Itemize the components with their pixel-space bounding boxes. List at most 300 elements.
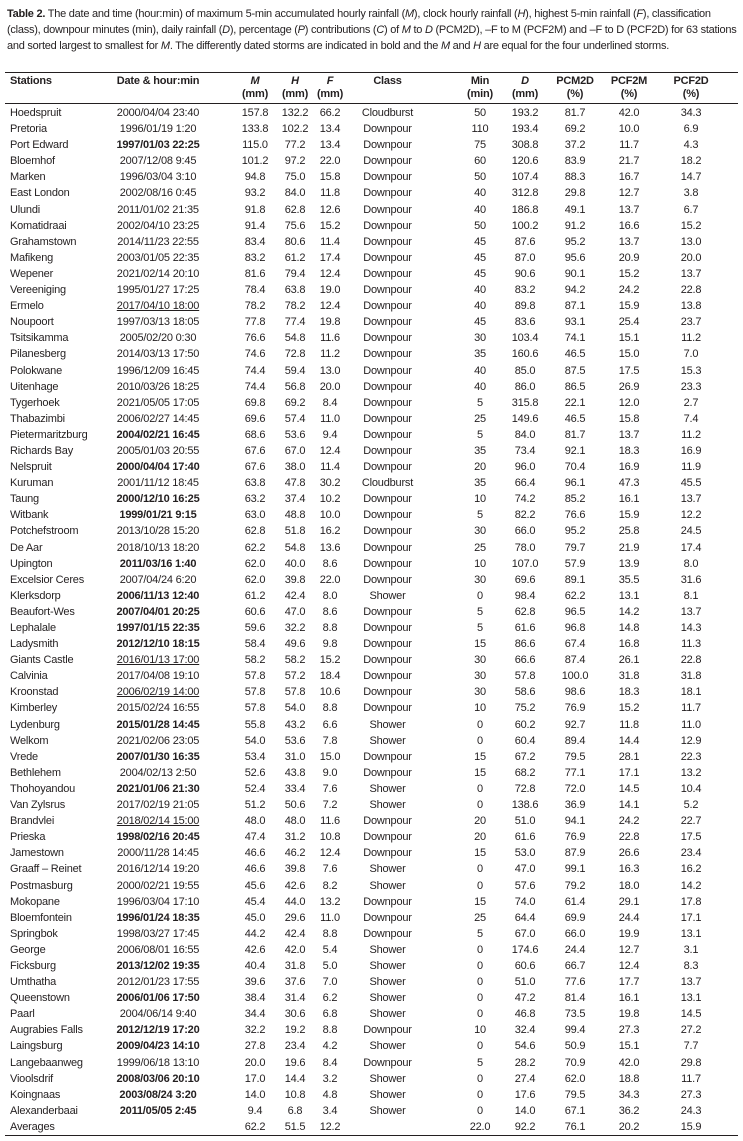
cell-min: [455, 910, 505, 926]
cell-date: [108, 717, 230, 733]
caption-text: ), highest 5-min rainfall (: [525, 8, 637, 20]
cell-text: 2017/02/19 21:05: [116, 799, 200, 812]
cell-text: 86.5: [564, 380, 586, 393]
cell-class: [350, 733, 455, 749]
cell-pcm2d: [545, 845, 605, 861]
cell-pcf2m: [605, 942, 653, 958]
cell-text: 9.4: [247, 1104, 263, 1117]
cell-text: Kroonstad: [10, 686, 59, 699]
cell-text: Downpour: [363, 171, 412, 184]
table-body: [5, 104, 738, 1136]
cell-text: 17.7: [618, 976, 640, 989]
caption-text: M: [440, 40, 450, 52]
cell-m: [230, 829, 280, 845]
table-row: [5, 346, 738, 362]
cell-text: 22.0: [319, 573, 341, 586]
cell-h: [280, 185, 310, 201]
cell-text: 77.4: [284, 316, 306, 329]
cell-text: 76.6: [244, 332, 266, 345]
cell-text: 2011/01/02 21:35: [117, 203, 199, 216]
cell-min: [455, 1006, 505, 1022]
cell-text: 15.0: [319, 750, 341, 763]
cell-text: 9.8: [322, 638, 338, 651]
cell-pcf2m: [605, 491, 653, 507]
cell-text: 22.0: [469, 1120, 491, 1133]
cell-station: [5, 121, 108, 137]
cell-text: 74.0: [514, 895, 536, 908]
cell-class: [350, 990, 455, 1006]
cell-pcf2d: [653, 266, 738, 282]
cell-text: 67.4: [564, 638, 586, 651]
cell-text: 29.8: [564, 187, 586, 200]
cell-text: 57.2: [284, 670, 306, 683]
cell-text: 39.8: [284, 863, 306, 876]
cell-d: [505, 491, 545, 507]
cell-pcf2m: [605, 121, 653, 137]
cell-text: 2021/01/06 21:30: [116, 782, 200, 795]
cell-pcf2d: [653, 411, 738, 427]
cell-text: 49.6: [284, 638, 306, 651]
cell-d: [505, 990, 545, 1006]
cell-text: 2014/11/23 22:55: [117, 235, 199, 248]
cell-text: 67.1: [564, 1104, 586, 1117]
cell-pcm2d: [545, 1103, 605, 1119]
cell-text: 22.3: [680, 750, 702, 763]
cell-text: 17.1: [618, 766, 640, 779]
cell-text: 42.0: [618, 107, 640, 119]
cell-text: 0: [477, 718, 483, 731]
cell-min: [455, 330, 505, 346]
cell-text: 73.4: [514, 444, 536, 457]
cell-text: 13.7: [618, 428, 640, 441]
cell-min: [455, 765, 505, 781]
cell-pcf2d: [653, 700, 738, 716]
cell-min: [455, 234, 505, 250]
cell-m: [230, 749, 280, 765]
cell-text: 16.9: [618, 461, 640, 474]
cell-d: [505, 797, 545, 813]
cell-text: 91.2: [564, 219, 586, 232]
cell-text: 15: [474, 847, 486, 860]
cell-d: [505, 926, 545, 942]
caption-text: are equal for the four underlined storms.: [480, 40, 670, 52]
cell-text: 8.6: [322, 605, 338, 618]
cell-text: 26.6: [618, 847, 640, 860]
column-unit: (mm): [241, 88, 269, 100]
cell-d: [505, 282, 545, 298]
cell-text: 2006/02/19 14:00: [116, 686, 200, 699]
cell-text: 193.4: [511, 123, 539, 136]
cell-h: [280, 958, 310, 974]
cell-text: 23.7: [680, 316, 702, 329]
table-row: [5, 218, 738, 234]
cell-text: Downpour: [363, 831, 412, 844]
cell-pcm2d: [545, 491, 605, 507]
cell-pcf2m: [605, 556, 653, 572]
cell-pcf2d: [653, 717, 738, 733]
cell-pcm2d: [545, 829, 605, 845]
cell-min: [455, 185, 505, 201]
cell-pcf2d: [653, 684, 738, 700]
cell-class: [350, 1006, 455, 1022]
cell-text: 17.6: [514, 1088, 536, 1101]
cell-text: 14.8: [618, 622, 640, 634]
cell-text: 15.3: [680, 364, 702, 377]
cell-station: [5, 636, 108, 652]
cell-pcm2d: [545, 121, 605, 137]
cell-pcf2d: [653, 330, 738, 346]
cell-text: 77.8: [244, 316, 266, 329]
cell-m: [230, 104, 280, 122]
cell-station: [5, 765, 108, 781]
cell-f: [310, 684, 350, 700]
cell-min: [455, 781, 505, 797]
cell-text: 100.2: [511, 219, 539, 232]
cell-class: [350, 797, 455, 813]
cell-d: [505, 1087, 545, 1103]
cell-pcf2d: [653, 507, 738, 523]
cell-text: 92.1: [564, 444, 586, 457]
cell-text: 96.8: [564, 622, 586, 634]
cell-station: [5, 974, 108, 990]
cell-text: Uitenhage: [10, 380, 59, 393]
cell-date: [108, 1087, 230, 1103]
cell-text: 50: [474, 107, 486, 119]
column-header-d: [505, 73, 545, 104]
cell-h: [280, 1103, 310, 1119]
cell-m: [230, 781, 280, 797]
cell-d: [505, 588, 545, 604]
cell-pcm2d: [545, 330, 605, 346]
cell-m: [230, 169, 280, 185]
cell-pcf2m: [605, 475, 653, 491]
cell-text: 66.7: [564, 959, 586, 972]
cell-station: [5, 910, 108, 926]
cell-text: 160.6: [511, 348, 539, 361]
cell-pcm2d: [545, 185, 605, 201]
cell-min: [455, 861, 505, 877]
caption-text: ) contributions (: [304, 24, 377, 36]
cell-pcf2d: [653, 459, 738, 475]
cell-pcf2m: [605, 572, 653, 588]
cell-d: [505, 942, 545, 958]
cell-class: [350, 620, 455, 636]
cell-text: 11.4: [320, 235, 340, 248]
cell-pcm2d: [545, 717, 605, 733]
cell-text: 29.8: [680, 1056, 702, 1069]
cell-m: [230, 572, 280, 588]
cell-m: [230, 668, 280, 684]
cell-text: 133.8: [241, 123, 269, 136]
cell-text: 20.0: [319, 380, 341, 393]
cell-station: [5, 733, 108, 749]
cell-text: 16.1: [618, 493, 640, 506]
cell-d: [505, 475, 545, 491]
cell-f: [310, 845, 350, 861]
cell-pcf2m: [605, 749, 653, 765]
cell-text: 61.2: [284, 251, 306, 264]
cell-text: Mafikeng: [10, 251, 54, 264]
cell-text: 15.1: [618, 1040, 640, 1053]
cell-text: 58.2: [284, 654, 306, 667]
cell-text: Excelsior Ceres: [10, 573, 85, 586]
cell-h: [280, 990, 310, 1006]
cell-min: [455, 1119, 505, 1136]
cell-text: 28.1: [618, 750, 640, 763]
cell-text: Van Zylsrus: [10, 799, 66, 812]
cell-class: [350, 910, 455, 926]
cell-d: [505, 749, 545, 765]
cell-text: Shower: [369, 1008, 406, 1021]
cell-text: 82.2: [514, 509, 536, 522]
cell-pcf2d: [653, 556, 738, 572]
cell-text: 43.2: [284, 718, 306, 731]
cell-text: 12.7: [618, 943, 640, 956]
table-row: [5, 459, 738, 475]
cell-d: [505, 894, 545, 910]
cell-text: Potchefstroom: [10, 525, 79, 538]
cell-min: [455, 749, 505, 765]
cell-text: 1997/03/13 18:05: [116, 316, 200, 329]
cell-text: 40: [474, 300, 486, 313]
cell-text: 60.6: [514, 959, 536, 972]
cell-text: 6.6: [322, 718, 338, 731]
cell-text: 32.2: [284, 622, 306, 634]
cell-text: 17.8: [680, 895, 702, 908]
cell-class: [350, 314, 455, 330]
cell-text: 70.4: [564, 461, 586, 474]
cell-text: 5: [477, 927, 483, 940]
cell-d: [505, 813, 545, 829]
cell-text: 74.1: [564, 332, 586, 345]
cell-text: Shower: [369, 799, 406, 812]
cell-pcm2d: [545, 169, 605, 185]
cell-text: 45.5: [680, 477, 702, 490]
cell-text: 11.7: [619, 139, 639, 152]
table-row: [5, 1022, 738, 1038]
cell-text: 2016/12/14 19:20: [116, 863, 200, 876]
cell-d: [505, 556, 545, 572]
cell-h: [280, 330, 310, 346]
cell-text: Komatidraai: [10, 219, 67, 232]
cell-date: [108, 491, 230, 507]
cell-f: [310, 604, 350, 620]
cell-text: 46.5: [564, 348, 586, 361]
cell-text: Pretoria: [10, 123, 47, 136]
cell-text: 11.8: [619, 718, 639, 731]
cell-text: 38.0: [284, 461, 306, 474]
cell-d: [505, 974, 545, 990]
cell-text: 2000/12/10 16:25: [116, 493, 200, 506]
cell-text: 24.2: [618, 284, 640, 297]
cell-text: 3.8: [683, 187, 699, 200]
cell-text: 57.8: [514, 670, 536, 683]
cell-d: [505, 330, 545, 346]
cell-date: [108, 266, 230, 282]
column-name: PCM2D: [556, 75, 594, 87]
table-row: [5, 314, 738, 330]
cell-text: 35: [474, 477, 486, 490]
table-row: [5, 250, 738, 266]
cell-h: [280, 604, 310, 620]
cell-text: 51.0: [514, 815, 536, 828]
cell-min: [455, 218, 505, 234]
cell-text: 69.2: [564, 123, 586, 136]
cell-date: [108, 845, 230, 861]
cell-station: [5, 475, 108, 491]
cell-text: 13.7: [680, 976, 702, 989]
cell-text: Vereeniging: [10, 284, 66, 297]
cell-station: [5, 104, 108, 122]
cell-m: [230, 894, 280, 910]
cell-text: 2011/03/16 1:40: [119, 557, 197, 570]
cell-pcf2m: [605, 717, 653, 733]
cell-text: 2008/03/06 20:10: [116, 1072, 200, 1085]
cell-text: 1995/01/27 17:25: [116, 284, 200, 297]
table-row: [5, 845, 738, 861]
cell-text: Ladysmith: [10, 638, 59, 651]
cell-class: [350, 523, 455, 539]
cell-f: [310, 507, 350, 523]
cell-text: 66.4: [514, 477, 536, 490]
cell-text: 35: [474, 348, 486, 361]
cell-h: [280, 700, 310, 716]
cell-text: 94.8: [244, 171, 266, 184]
cell-f: [310, 717, 350, 733]
cell-text: 8.2: [322, 879, 338, 892]
cell-station: [5, 346, 108, 362]
cell-m: [230, 1119, 280, 1136]
cell-text: 2021/02/14 20:10: [116, 267, 200, 280]
column-name: Class: [373, 75, 402, 87]
cell-class: [350, 1087, 455, 1103]
cell-text: 75.0: [284, 171, 306, 184]
table-row: [5, 523, 738, 539]
cell-pcf2d: [653, 813, 738, 829]
cell-pcf2m: [605, 153, 653, 169]
cell-text: 3.4: [322, 1104, 338, 1117]
cell-station: [5, 588, 108, 604]
cell-station: [5, 620, 108, 636]
cell-text: 13.7: [618, 203, 640, 216]
cell-station: [5, 1055, 108, 1071]
cell-text: 186.8: [511, 203, 539, 216]
cell-text: 17.5: [618, 364, 640, 377]
cell-text: 2007/04/01 20:25: [116, 605, 200, 618]
column-header-m: [230, 73, 280, 104]
cell-text: Downpour: [363, 1024, 412, 1037]
cell-date: [108, 523, 230, 539]
cell-text: 110: [471, 123, 489, 136]
cell-text: 5.2: [683, 799, 699, 812]
cell-class: [350, 765, 455, 781]
cell-station: [5, 330, 108, 346]
cell-min: [455, 990, 505, 1006]
cell-text: 42.6: [284, 879, 306, 892]
table-row: [5, 894, 738, 910]
table-row: [5, 169, 738, 185]
cell-h: [280, 926, 310, 942]
cell-h: [280, 540, 310, 556]
cell-text: 3.1: [683, 943, 699, 956]
cell-text: 45: [474, 251, 486, 264]
cell-pcf2m: [605, 797, 653, 813]
cell-text: 90.1: [564, 267, 586, 280]
cell-text: Downpour: [363, 461, 412, 474]
table-row: [5, 684, 738, 700]
cell-text: Graaff – Reinet: [10, 863, 82, 876]
column-header-f: [310, 73, 350, 104]
cell-text: 15.2: [680, 219, 702, 232]
cell-text: 18.3: [618, 444, 640, 457]
cell-pcf2m: [605, 813, 653, 829]
cell-text: East London: [10, 187, 70, 200]
cell-text: 96.0: [514, 461, 536, 474]
cell-pcf2d: [653, 1055, 738, 1071]
cell-text: 63.2: [244, 493, 266, 506]
cell-pcf2m: [605, 282, 653, 298]
cell-text: 40.0: [284, 557, 306, 570]
cell-text: Shower: [369, 943, 406, 956]
cell-class: [350, 137, 455, 153]
cell-text: 14.5: [618, 782, 640, 795]
cell-text: 21.7: [618, 155, 640, 168]
cell-f: [310, 813, 350, 829]
cell-text: Downpour: [363, 766, 412, 779]
cell-f: [310, 974, 350, 990]
cell-pcf2d: [653, 636, 738, 652]
column-header-min: [455, 73, 505, 104]
cell-text: Downpour: [363, 605, 412, 618]
cell-f: [310, 266, 350, 282]
cell-d: [505, 910, 545, 926]
cell-pcf2d: [653, 121, 738, 137]
cell-class: [350, 540, 455, 556]
cell-text: 25: [474, 541, 486, 554]
cell-text: 87.4: [564, 654, 586, 667]
cell-min: [455, 700, 505, 716]
cell-text: 42.6: [244, 943, 266, 956]
table-label: Table 2.: [7, 8, 46, 20]
cell-pcf2d: [653, 926, 738, 942]
cell-d: [505, 314, 545, 330]
cell-text: 5.4: [322, 943, 338, 956]
cell-text: 0: [477, 1088, 483, 1101]
cell-text: 62.8: [244, 525, 266, 538]
cell-pcm2d: [545, 926, 605, 942]
cell-m: [230, 990, 280, 1006]
cell-m: [230, 234, 280, 250]
cell-pcm2d: [545, 523, 605, 539]
cell-text: 2004/02/13 2:50: [119, 766, 197, 779]
cell-date: [108, 668, 230, 684]
cell-h: [280, 797, 310, 813]
cell-text: 8.8: [322, 927, 338, 940]
cell-date: [108, 604, 230, 620]
cell-pcf2m: [605, 894, 653, 910]
cell-pcm2d: [545, 765, 605, 781]
cell-text: 34.4: [244, 1008, 266, 1021]
cell-class: [350, 218, 455, 234]
cell-station: [5, 250, 108, 266]
cell-text: Downpour: [363, 638, 412, 651]
cell-class: [350, 845, 455, 861]
cell-class: [350, 121, 455, 137]
cell-class: [350, 169, 455, 185]
caption-text: H: [517, 8, 526, 20]
cell-text: 62.8: [284, 203, 306, 216]
cell-text: 2015/01/28 14:45: [116, 718, 200, 731]
